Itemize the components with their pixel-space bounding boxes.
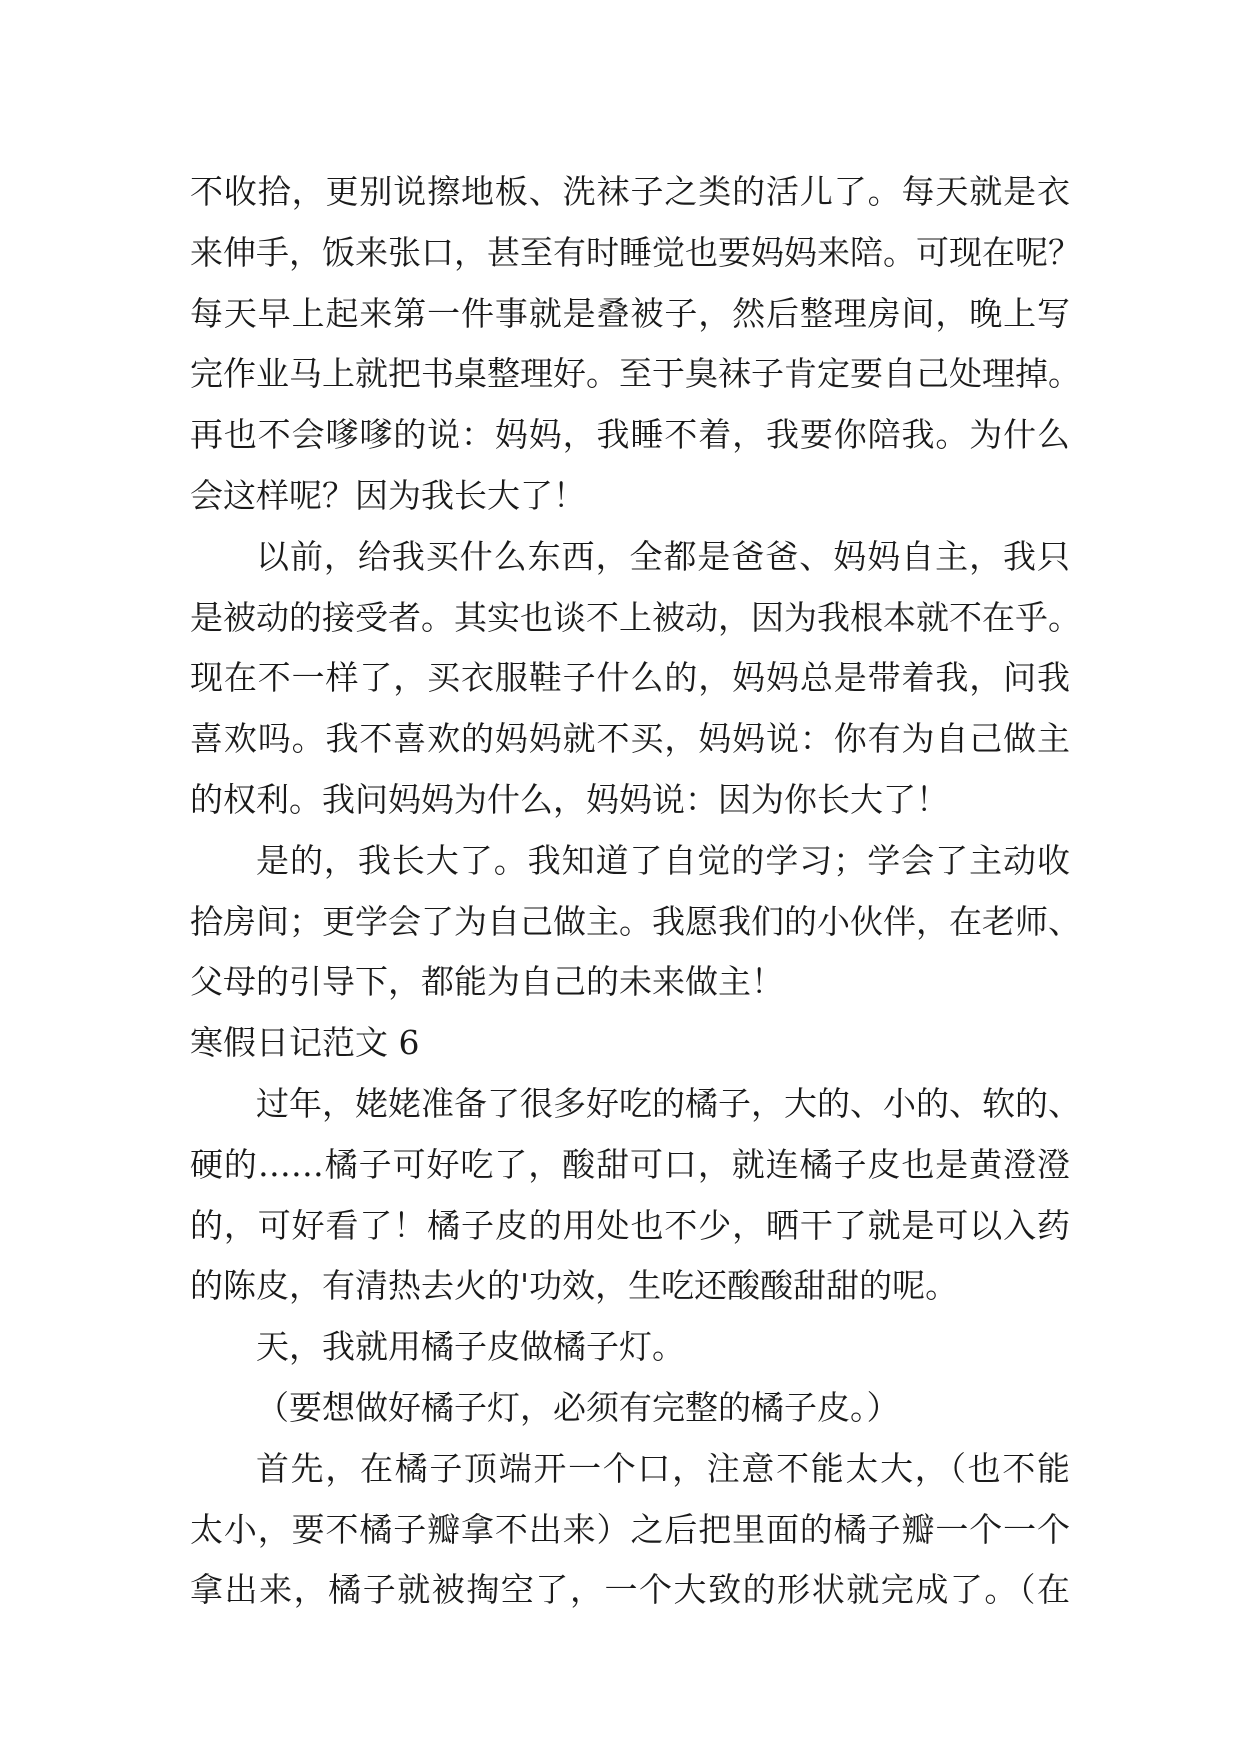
text-line: 拿出来，橘子就被掏空了，一个大致的形状就完成了。（在 (190, 1570, 1070, 1610)
text-line: 来伸手，饭来张口，甚至有时睡觉也要妈妈来陪。可现在呢？ (190, 232, 1081, 272)
text-line: 过年，姥姥准备了很多好吃的橘子，大的、小的、软的、 (256, 1083, 1081, 1123)
text-line: 以前，给我买什么东西，全都是爸爸、妈妈自主，我只 (256, 536, 1070, 576)
text-line: 的陈皮，有清热去火的'功效，生吃还酸酸甜甜的呢。 (190, 1266, 959, 1306)
text-line: 再也不会嗲嗲的说：妈妈，我睡不着，我要你陪我。为什么 (190, 415, 1070, 455)
text-line: 是的，我长大了。我知道了自觉的学习；学会了主动收 (256, 840, 1070, 880)
text-line: 是被动的接受者。其实也谈不上被动，因为我根本就不在乎。 (190, 597, 1081, 637)
text-line: 的权利。我问妈妈为什么，妈妈说：因为你长大了！ (190, 779, 949, 819)
text-line: 不收拾，更别说擦地板、洗袜子之类的活儿了。每天就是衣 (190, 172, 1070, 211)
body-text (190, 162, 1081, 1621)
text-line: 天，我就用橘子皮做橘子灯。 (256, 1327, 685, 1367)
text-line: 每天早上起来第一件事就是叠被子，然后整理房间，晚上写 (190, 293, 1070, 333)
text-line: 首先，在橘子顶端开一个口，注意不能太大，（也不能 (256, 1448, 1070, 1488)
text-line: 喜欢吗。我不喜欢的妈妈就不买，妈妈说：你有为自己做主 (190, 719, 1070, 759)
text-line: 完作业马上就把书桌整理好。至于臭袜子肯定要自己处理掉。 (190, 354, 1081, 394)
text-line: 会这样呢？因为我长大了！ (190, 475, 586, 515)
text-line: 现在不一样了，买衣服鞋子什么的，妈妈总是带着我，问我 (190, 658, 1070, 698)
section-heading: 寒假日记范文 6 (190, 1023, 420, 1063)
text-line: 硬的……橘子可好吃了，酸甜可口，就连橘子皮也是黄澄澄 (190, 1144, 1070, 1184)
text-line: 拾房间；更学会了为自己做主。我愿我们的小伙伴，在老师、 (190, 901, 1081, 941)
text-line: 父母的引导下，都能为自己的未来做主！ (190, 962, 784, 1002)
text-line: 的，可好看了！橘子皮的用处也不少，晒干了就是可以入药 (190, 1205, 1070, 1245)
text-line: 太小，要不橘子瓣拿不出来）之后把里面的橘子瓣一个一个 (190, 1509, 1070, 1549)
text-line: （要想做好橘子灯，必须有完整的橘子皮。） (256, 1387, 900, 1427)
